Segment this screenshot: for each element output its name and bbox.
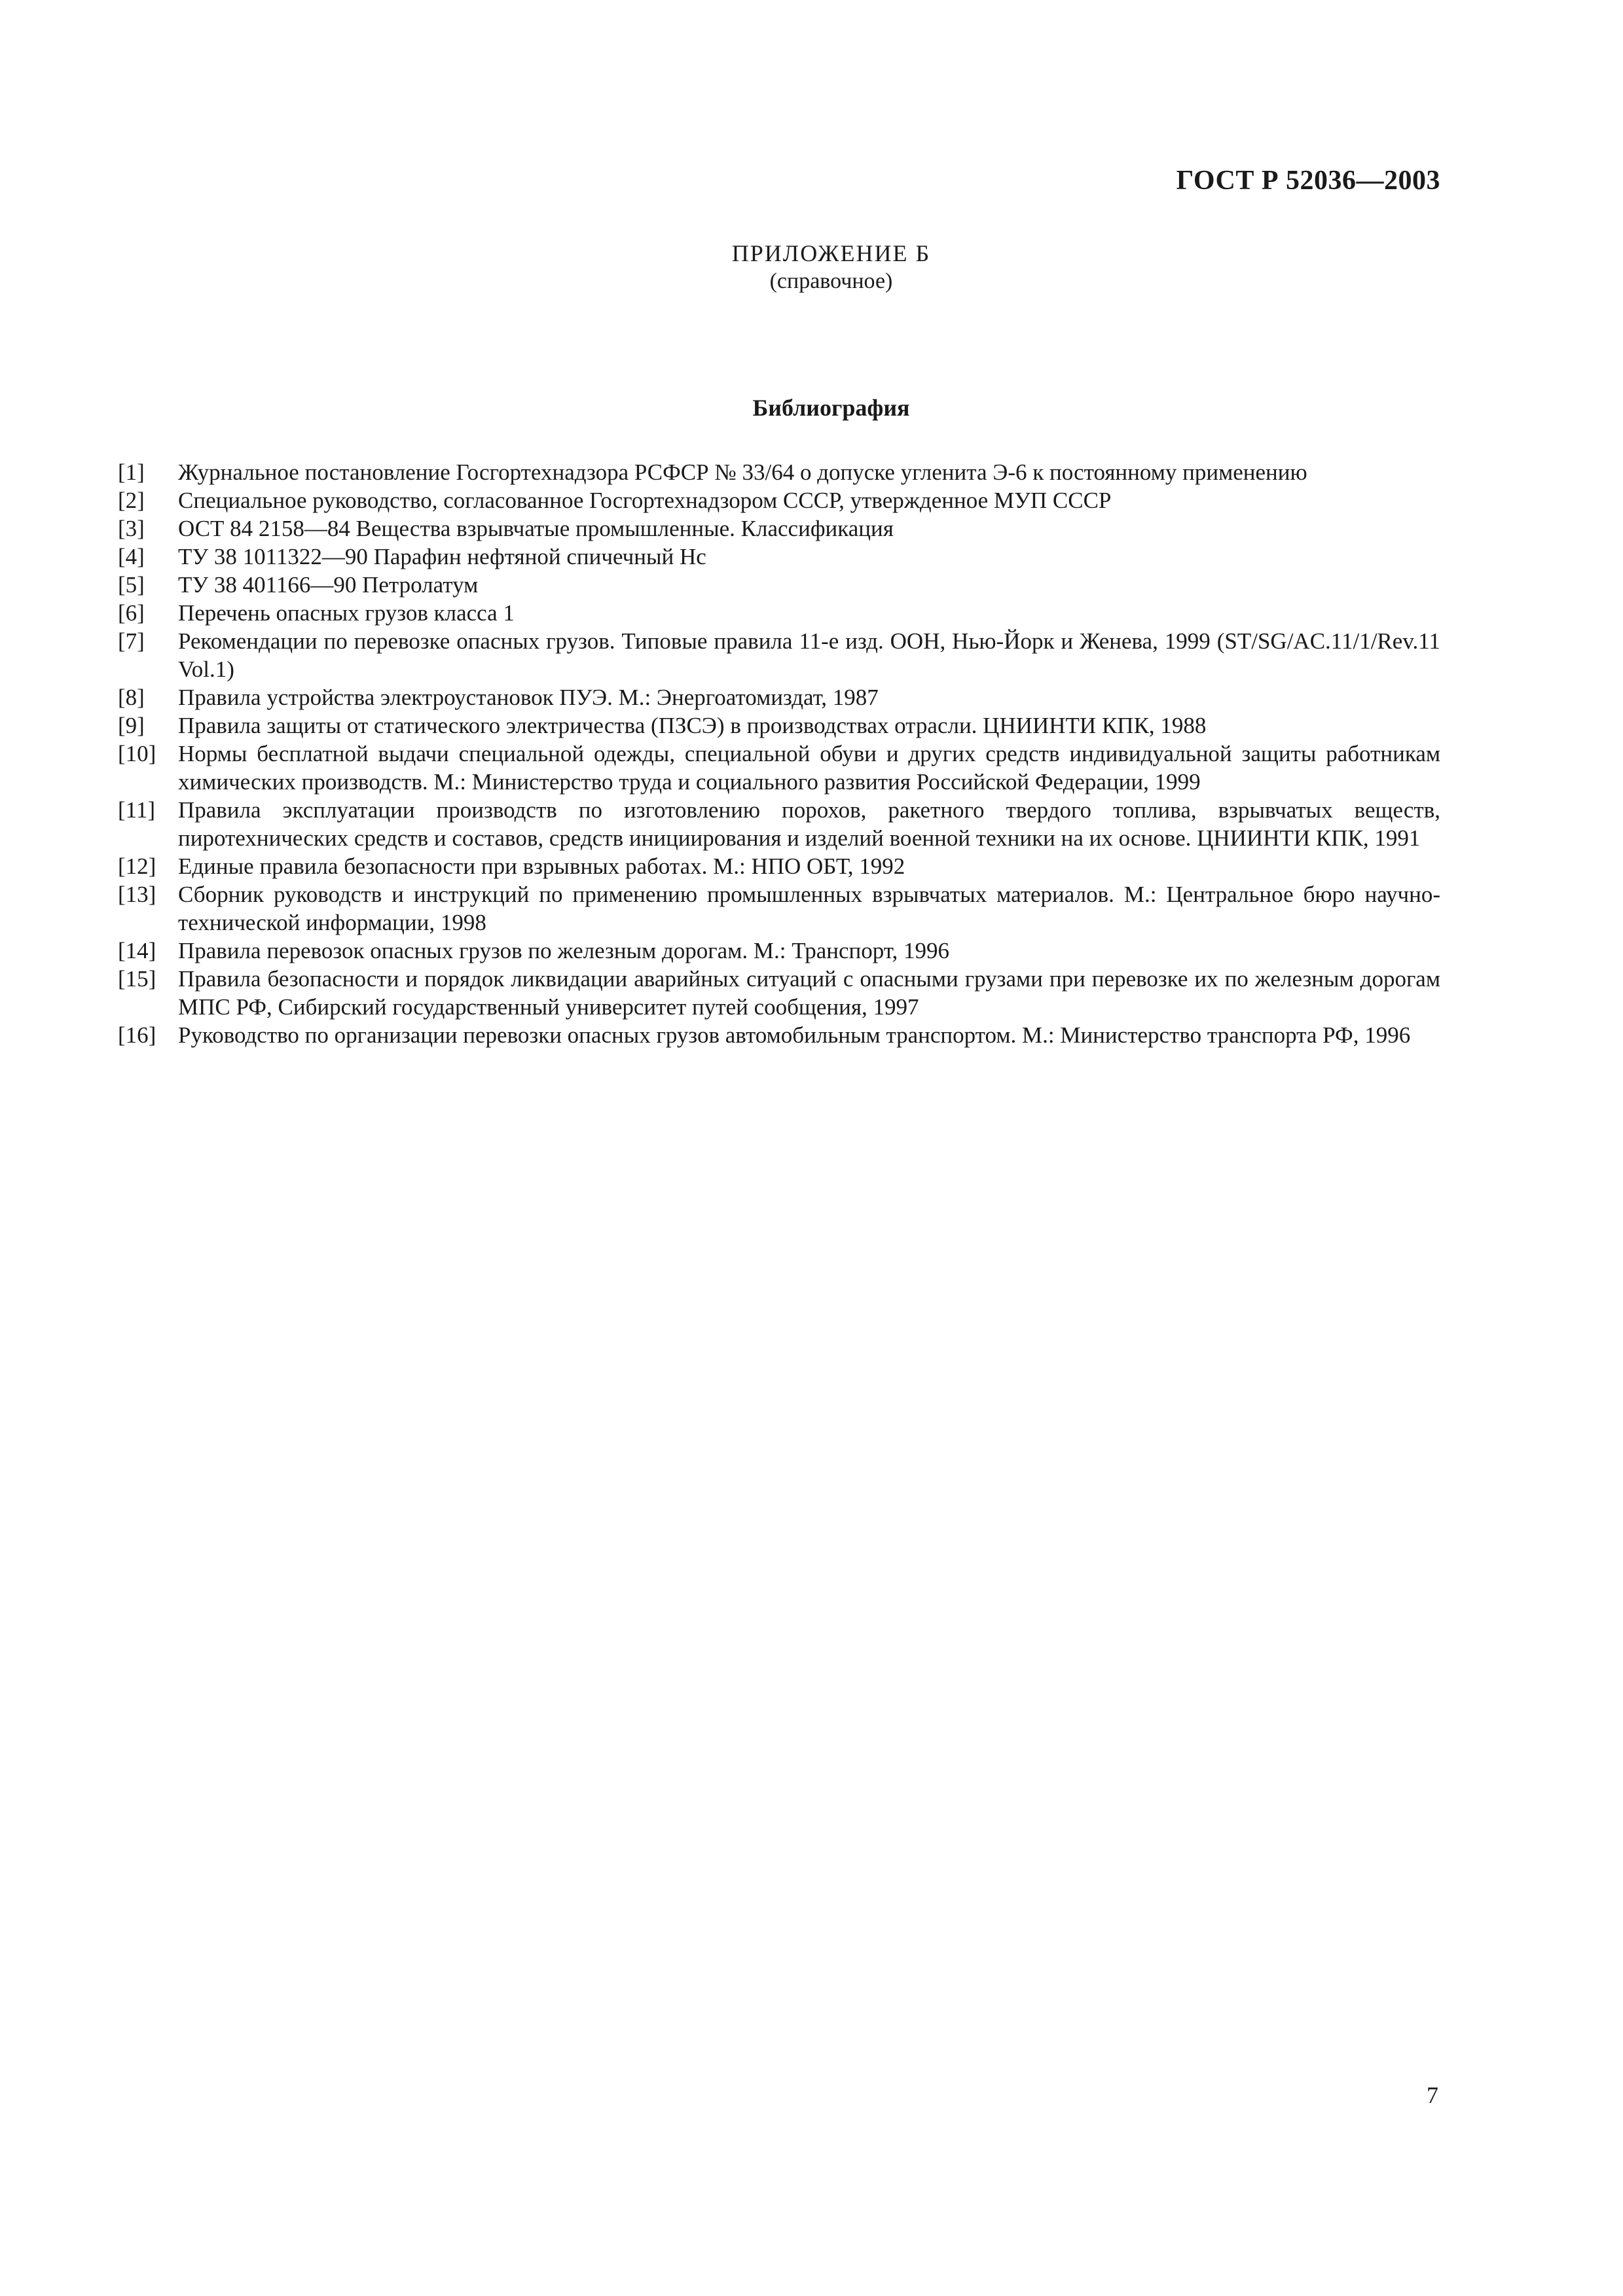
appendix-header <box>0 239 1623 295</box>
reference-number: [16] <box>118 1022 156 1048</box>
bibliography-item <box>118 880 1440 937</box>
bibliography-heading: Библиография <box>752 395 910 421</box>
reference-text: ТУ 38 1011322—90 Парафин нефтяной спичечный Нс <box>178 544 706 569</box>
reference-number: [6] <box>118 600 145 626</box>
reference-text: Правила эксплуатации производств по изготовлению порохов, ракетного твердого топлива, взрывчатых веществ, пиротехнических средств и составов, средств инициирования и изделий военной техники на их основе. ЦНИИНТИ КПК, 1991 <box>178 797 1440 851</box>
bibliography-item <box>118 599 1440 627</box>
reference-text: Правила устройства электроустановок ПУЭ. М.: Энергоатомиздат, 1987 <box>178 685 879 710</box>
reference-text: ОСТ 84 2158—84 Вещества взрывчатые промышленные. Классификация <box>178 516 894 541</box>
bibliography-item <box>118 965 1440 1021</box>
bibliography-item <box>118 571 1440 599</box>
reference-number: [10] <box>118 741 156 766</box>
document-code: ГОСТ Р 52036—2003 <box>1176 166 1440 196</box>
bibliography-list <box>118 458 1440 1049</box>
reference-text: Правила защиты от статического электричества (ПЗСЭ) в производствах отрасли. ЦНИИНТИ КПК, 1988 <box>178 713 1207 738</box>
bibliography-item <box>118 796 1440 852</box>
reference-number: [15] <box>118 966 156 992</box>
reference-number: [8] <box>118 685 145 710</box>
reference-text: ТУ 38 401166—90 Петролатум <box>178 572 479 598</box>
bibliography-item <box>118 486 1440 514</box>
bibliography-item <box>118 937 1440 965</box>
reference-text: Правила перевозок опасных грузов по железным дорогам. М.: Транспорт, 1996 <box>178 938 949 963</box>
appendix-title: ПРИЛОЖЕНИЕ Б <box>731 240 931 266</box>
reference-number: [9] <box>118 713 145 738</box>
reference-text: Единые правила безопасности при взрывных работах. М.: НПО ОБТ, 1992 <box>178 853 905 879</box>
reference-text: Специальное руководство, согласованное Госгортехнадзором СССР, утвержденное МУП СССР <box>178 488 1112 513</box>
reference-number: [1] <box>118 459 145 485</box>
reference-number: [12] <box>118 853 156 879</box>
reference-text: Сборник руководств и инструкций по применению промышленных взрывчатых материалов. М.: Центральное бюро научно-технической информации, 1998 <box>178 882 1440 935</box>
bibliography-item <box>118 543 1440 571</box>
bibliography-item <box>118 683 1440 711</box>
reference-number: [2] <box>118 488 145 513</box>
bibliography-item <box>118 740 1440 796</box>
bibliography-item <box>118 852 1440 880</box>
reference-text: Рекомендации по перевозке опасных грузов. Типовые правила 11-е изд. ООН, Нью-Йорк и Женева, 1999 (ST/SG/AC.11/1/Rev.11 Vol.1) <box>178 628 1440 682</box>
bibliography-item <box>118 514 1440 543</box>
reference-number: [3] <box>118 516 145 541</box>
bibliography-item <box>118 458 1440 486</box>
reference-number: [7] <box>118 628 145 654</box>
reference-text: Правила безопасности и порядок ликвидации аварийных ситуаций с опасными грузами при перевозке их по железным дорогам МПС РФ, Сибирский государственный университет путей сообщения, 1997 <box>178 966 1440 1020</box>
reference-number: [13] <box>118 882 156 907</box>
appendix-kind: (справочное) <box>769 269 893 293</box>
page-number: 7 <box>1427 2082 1438 2108</box>
reference-number: [4] <box>118 544 145 569</box>
reference-text: Журнальное постановление Госгортехнадзора РСФСР № 33/64 о допуске угленита Э-6 к постоянному применению <box>178 459 1307 485</box>
bibliography-item <box>118 1021 1440 1049</box>
bibliography-item <box>118 711 1440 740</box>
reference-number: [5] <box>118 572 145 598</box>
reference-text: Руководство по организации перевозки опасных грузов автомобильным транспортом. М.: Министерство транспорта РФ, 1996 <box>178 1022 1411 1048</box>
reference-number: [11] <box>118 797 156 823</box>
reference-text: Нормы бесплатной выдачи специальной одежды, специальной обуви и других средств индивидуальной защиты работникам химических производств. М.: Министерство труда и социального развития Российской Федерации, 1999 <box>178 741 1440 795</box>
reference-text: Перечень опасных грузов класса 1 <box>178 600 515 626</box>
reference-number: [14] <box>118 938 156 963</box>
bibliography-item <box>118 627 1440 683</box>
